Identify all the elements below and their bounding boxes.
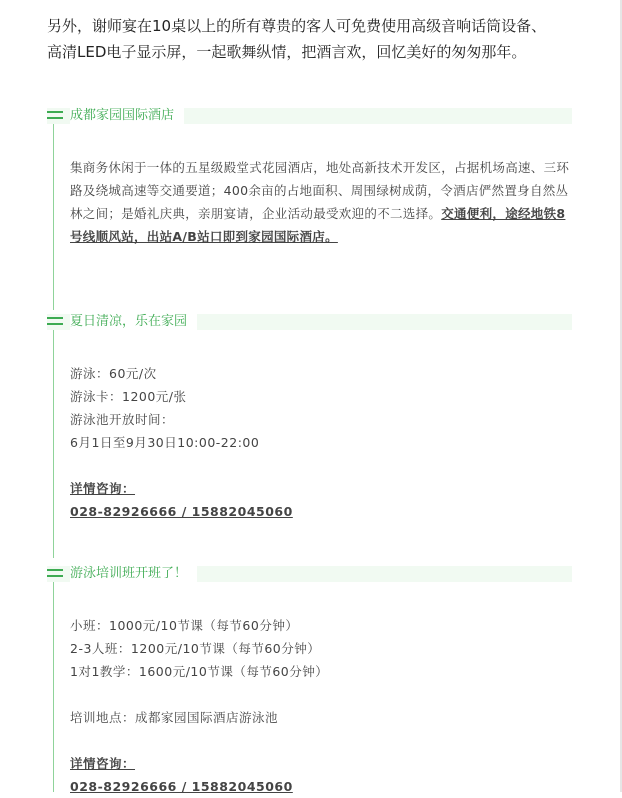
hotel-description: 集商务休闲于一体的五星级殿堂式花园酒店，地处高新技术开发区，占据机场高速、三环路及绕城高速等交通要道；400余亩的占地面积、周围绿树成荫，令酒店俨然置身自然丛林之间；是婚礼庆典，亲朋宴请，企业活动最受欢迎的不二选择。 — [70, 160, 570, 221]
training-location: 培训地点：成都家园国际酒店游泳池 — [70, 710, 279, 725]
group-class-price: 2-3人班：1200元/10节课（每节60分钟） — [70, 641, 321, 656]
intro-paragraph — [47, 13, 587, 65]
swim-price: 游泳：60元/次 — [70, 366, 157, 381]
pool-hours-label: 游泳池开放时间： — [70, 412, 175, 427]
small-class-price: 小班：1000元/10节课（每节60分钟） — [70, 618, 299, 633]
intro-line-2: 高清LED电子显示屏，一起歌舞纵情，把酒言欢，回忆美好的匆匆那年。 — [47, 43, 527, 61]
section-title-hotel: 成都家园国际酒店 — [70, 107, 184, 125]
double-line-icon — [47, 111, 63, 121]
section-title-training: 游泳培训班开班了！ — [70, 565, 197, 583]
consult-phones: 028-82926666 / 15882045060 — [70, 779, 293, 794]
consult-phones: 028-82926666 / 15882045060 — [70, 504, 293, 519]
double-line-icon — [47, 317, 63, 327]
consult-label: 详情咨询： — [70, 756, 136, 771]
section-body-summer — [70, 362, 575, 523]
timeline-line-1 — [53, 123, 54, 310]
private-class-price: 1对1教学：1600元/10节课（每节60分钟） — [70, 664, 329, 679]
timeline-line-3 — [53, 582, 54, 792]
section-title-summer: 夏日清凉，乐在家园 — [70, 313, 197, 331]
section-header-summer — [47, 314, 572, 330]
double-line-icon — [47, 569, 63, 579]
intro-line-1: 另外，谢师宴在10桌以上的所有尊贵的客人可免费使用高级音响话筒设备、 — [47, 17, 547, 35]
section-header-hotel — [47, 108, 572, 124]
section-body-hotel — [70, 156, 575, 248]
timeline-line-2 — [53, 330, 54, 558]
section-body-training — [70, 614, 575, 798]
section-header-training — [47, 566, 572, 582]
consult-label: 详情咨询： — [70, 481, 136, 496]
hotel-transport-highlight: 交通便利，途经地铁8号线顺风站，出站A/B站口即到家园国际酒店。 — [70, 206, 566, 244]
swim-card-price: 游泳卡：1200元/张 — [70, 389, 187, 404]
pool-hours: 6月1日至9月30日10:00-22:00 — [70, 435, 260, 450]
